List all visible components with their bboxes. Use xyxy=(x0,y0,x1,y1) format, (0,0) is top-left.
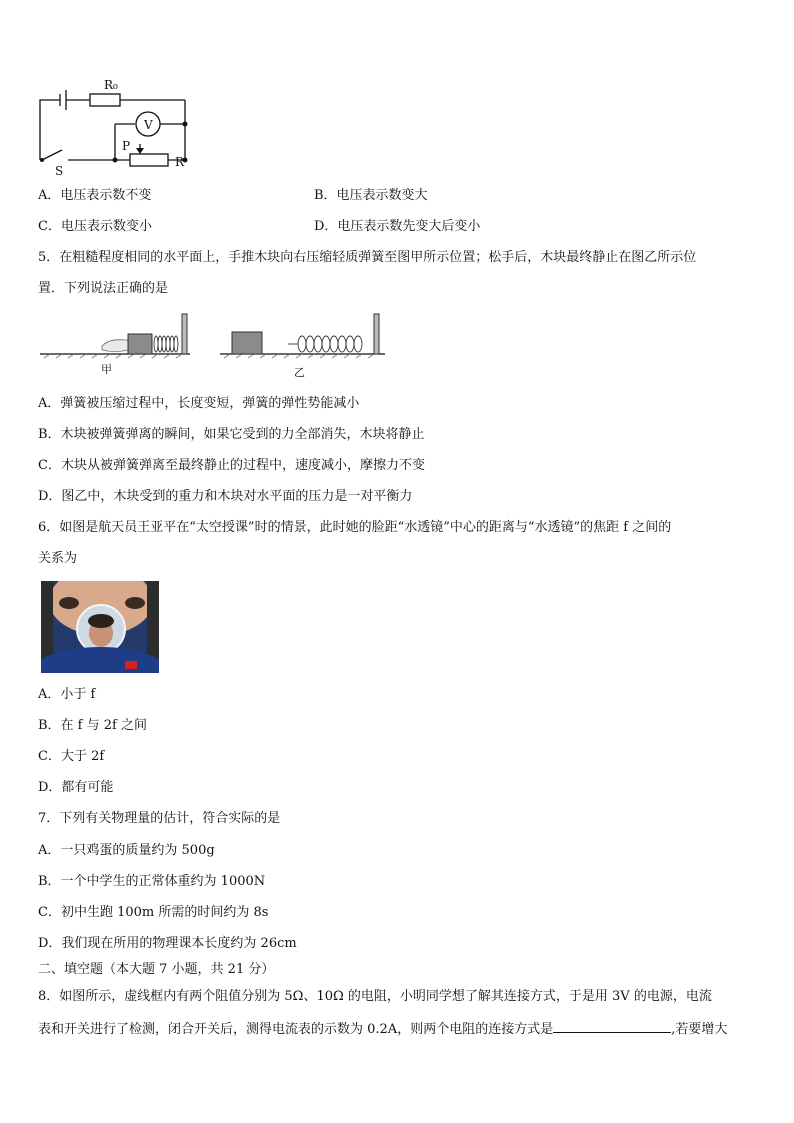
q5-option-b: B．木块被弹簧弹离的瞬间，如果它受到的力全部消失，木块将静止 xyxy=(38,427,425,442)
q5-stem-line1: 5．在粗糙程度相同的水平面上，手推木块向右压缩轻质弹簧至图甲所示位置；松手后，木块最终静止在图乙所示位 xyxy=(38,250,697,265)
q8-line2-after: ,若要增大 xyxy=(671,1022,728,1037)
fig-label-jia: 甲 xyxy=(101,363,112,376)
q6-option-c: C．大于 2f xyxy=(38,749,105,764)
circuit-label-r0: R₀ xyxy=(104,78,118,92)
q4-option-c: C．电压表示数变小 xyxy=(38,219,152,234)
q4-option-d: D．电压表示数先变大后变小 xyxy=(314,219,481,234)
circuit-label-p: P xyxy=(122,139,131,153)
spring-block-figure xyxy=(40,310,390,380)
circuit-label-r: R xyxy=(175,155,185,169)
q7-option-b: B．一个中学生的正常体重约为 1000N xyxy=(38,874,266,889)
q6-option-b: B．在 f 与 2f 之间 xyxy=(38,718,147,733)
q8-line2 xyxy=(38,1020,727,1038)
circuit-label-s: S xyxy=(55,164,64,178)
q8-line2-before: 表和开关进行了检测，闭合开关后，测得电流表的示数为 0.2A，则两个电阻的连接方式是 xyxy=(38,1022,554,1037)
q8-line1: 8．如图所示，虚线框内有两个阻值分别为 5Ω、10Ω 的电阻，小明同学想了解其连接方式，于是用 3V 的电源，电流 xyxy=(38,989,712,1004)
circuit-label-v: V xyxy=(144,118,153,132)
q6-stem-line2: 关系为 xyxy=(38,551,78,566)
q4-option-a: A．电压表示数不变 xyxy=(38,188,152,203)
q7-option-d: D．我们现在所用的物理课本长度约为 26cm xyxy=(38,936,297,951)
astronaut-water-lens-photo xyxy=(41,581,159,673)
q7-stem: 7．下列有关物理量的估计，符合实际的是 xyxy=(38,811,281,826)
q8-answer-blank[interactable] xyxy=(553,1020,671,1033)
q6-stem-line1: 6．如图是航天员王亚平在“太空授课”时的情景，此时她的脸距“水透镜”中心的距离与“水透镜”的焦距 f 之间的 xyxy=(38,520,672,535)
section-heading: 二、填空题（本大题 7 小题，共 21 分） xyxy=(38,962,275,977)
q7-option-a: A．一只鸡蛋的质量约为 500g xyxy=(38,843,215,858)
fig-label-yi: 乙 xyxy=(294,366,305,379)
q5-option-d: D．图乙中，木块受到的重力和木块对水平面的压力是一对平衡力 xyxy=(38,489,413,504)
q4-option-b: B．电压表示数变大 xyxy=(314,188,428,203)
q5-option-a: A．弹簧被压缩过程中，长度变短，弹簧的弹性势能减小 xyxy=(38,396,360,411)
q6-option-a: A．小于 f xyxy=(38,687,96,702)
q6-option-d: D．都有可能 xyxy=(38,780,114,795)
q5-option-c: C．木块从被弹簧弹离至最终静止的过程中，速度减小，摩擦力不变 xyxy=(38,458,425,473)
q5-stem-line2: 置．下列说法正确的是 xyxy=(38,281,169,296)
q7-option-c: C．初中生跑 100m 所需的时间约为 8s xyxy=(38,905,269,920)
